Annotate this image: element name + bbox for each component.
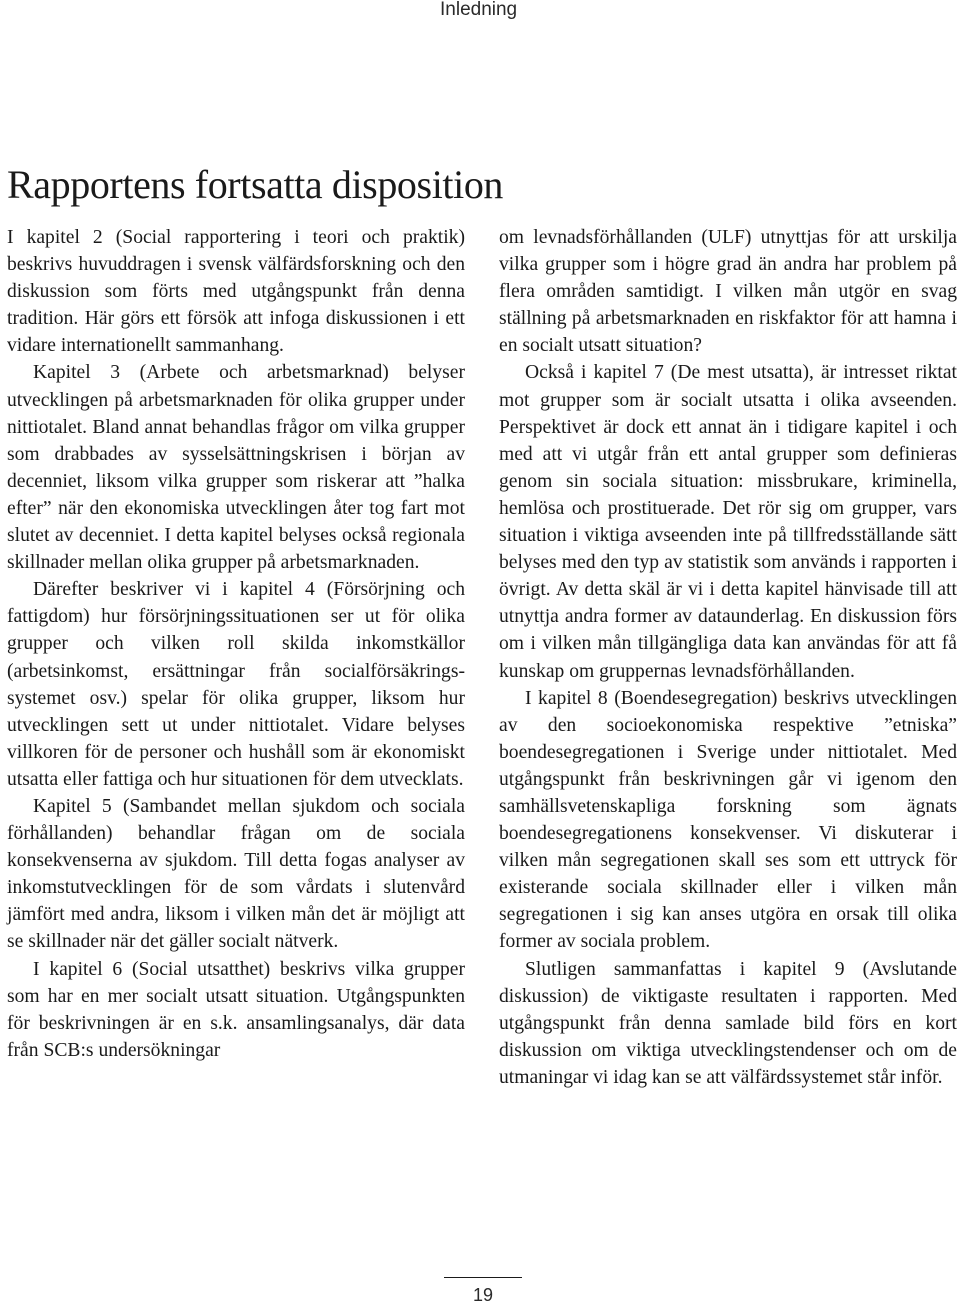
paragraph: I kapitel 2 (Social rapportering i teori och praktik) beskrivs huvuddragen i svensk välfärdsforskning och den diskussion som förts med utgångspunkt från denna tradition. Här görs ett försök att infoga diskussionen i ett vidare internationellt sammanhang. xyxy=(7,227,465,357)
paragraph: Därefter beskriver vi i kapitel 4 (Försörjning och fattigdom) hur försörjningssituationen ser ut för olika grupper och vilken roll skilda inkomstkällor (arbetsinkomst, ersättningar från socialförsäkringssystemet osv.) spelar för olika grupper, liksom hur utvecklingen sett ut under nittiotalet. Vidare belyses villkoren för de personer och hushåll som är ekonomiskt utsatta eller fattiga och hur situationen för dem utvecklats. xyxy=(7,579,465,790)
running-head: Inledning xyxy=(440,0,518,20)
paragraph: om levnadsförhållanden (ULF) utnyttjas för att urskilja vilka grupper som i högre grad än andra har problem på flera områden samtidigt. I vilken mån utgör en svag ställning på arbetsmarknaden en riskfaktor för att hamna i en socialt utsatt situation? xyxy=(499,227,957,357)
text-column-right xyxy=(499,224,957,1091)
paragraph: Slutligen sammanfattas i kapitel 9 (Avslutande diskussion) de viktigaste resultaten i rapporten. Med utgångspunkt från denna samlade bild förs en kort diskussion om viktiga utvecklingstendenser och om de utmaningar vi idag kan se att välfärdssystemet står inför. xyxy=(499,958,957,1088)
paragraph: I kapitel 6 (Social utsatthet) beskrivs vilka grupper som har en mer socialt utsatt situation. Utgångspunkten för beskrivningen är en s.k. ansamlingsanalys, där data från SCB:s undersökningar xyxy=(7,958,465,1061)
page-number: 19 xyxy=(472,1285,494,1305)
paragraph: Kapitel 5 (Sambandet mellan sjukdom och sociala förhållanden) behandlar frågan om de sociala konsekvenserna av sjukdom. Till detta fogas analyser av inkomstutvecklingen för de som vårdats i slutenvård jämfört med andra, liksom i vilken mån det är möjligt att se skillnader när det gäller socialt nätverk. xyxy=(7,795,465,953)
footer-rule xyxy=(444,1277,522,1278)
paragraph: Kapitel 3 (Arbete och arbetsmarknad) belyser utvecklingen på arbetsmarknaden för olika grupper under nittiotalet. Bland annat behandlas frågor om vilka grupper som drabbades av sysselsättningskrisen i början av decenniet, liksom vilka grupper som riskerar att ”halka efter” när den ekonomiska utvecklingen åter tog fart mot slutet av decenniet. I detta kapitel belyses också regionala skillnader mellan olika grupper på arbetsmarknaden. xyxy=(7,362,465,574)
paragraph: I kapitel 8 (Boendesegregation) beskrivs utvecklingen av den socioekonomiska respektive ”etniska” boendesegregationen i Sverige under nittiotalet. Med utgångspunkt från beskrivningen går vi igenom den samhällsvetenskapliga forskning som ägnats boendesegregationens konsekvenser. Vi diskuterar i vilken mån segregationen skall ses som ett uttryck för existerande sociala skillnader eller i vilken mån segregationen i sig kan anses utgöra en orsak till olika former av sociala problem. xyxy=(499,687,957,953)
page-title: Rapportens fortsatta disposition xyxy=(7,162,504,207)
text-column-left xyxy=(7,224,465,1064)
paragraph: Också i kapitel 7 (De mest utsatta), är intresset riktat mot grupper som är socialt utsatta i olika avseenden. Perspektivet är dock ett annat än i tidigare kapitel i och med att vi utgår från ett antal grupper som definieras genom sin sociala situation: missbrukare, kriminella, hemlösa och prostituerade. Det rör sig om grupper, vars situation i viktiga avseenden inte på tillfredsställande sätt belyses med den typ av statistik som används i rapporten i övrigt. Av detta skäl är vi i detta kapitel hänvisade till att utnyttja andra former av dataunderlag. En diskussion förs om i vilken mån tillgängliga data kan användas för att få kunskap om gruppernas levnadsförhållanden. xyxy=(499,362,957,682)
